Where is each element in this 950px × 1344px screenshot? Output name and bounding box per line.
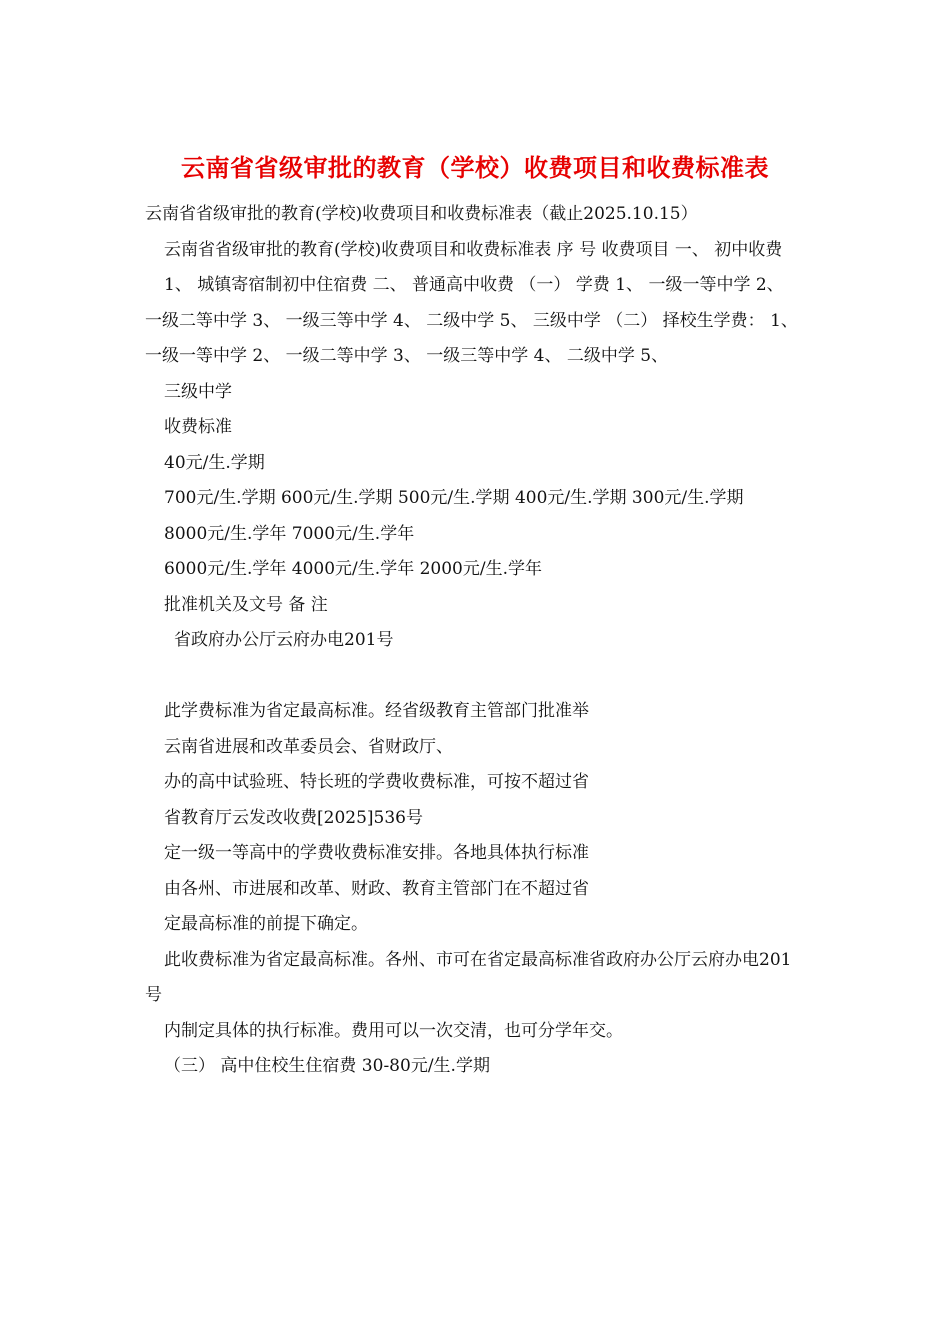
paragraph-note-4: 省教育厅云发改收费[2025]536号 [164,807,423,828]
paragraph-subtitle: 云南省省级审批的教育(学校)收费项目和收费标准表（截止2025.10.15） [145,204,698,224]
paragraph-approval-heading: 批准机关及文号 备 注 [164,594,328,615]
paragraph-approval-doc-1: 省政府办公厅云府办电201号 [174,630,394,650]
paragraph-dorm-fee: 40元/生.学期 [164,452,265,473]
paragraph-third-grade-school: 三级中学 [164,381,232,402]
document-body [145,197,805,1085]
paragraph-note-6: 由各州、市进展和改革、财政、教育主管部门在不超过省 [164,878,589,899]
paragraph-fee-items: 1、 城镇寄宿制初中住宿费 二、 普通高中收费 （一） 学费 1、 一级一等中学 2、 一级二等中学 3、 一级三等中学 4、 二级中学 5、 三级中学 （二） 择校生学费： 1、 一级一等中学 2、 一级二等中学 3、 一级三等中学 4、 二级中学 5、 [145,275,798,366]
spacer [145,659,805,695]
paragraph-note-7: 定最高标准的前提下确定。 [164,914,368,934]
paragraph-note-5: 定一级一等高中的学费收费标准安排。各地具体执行标准 [164,843,589,863]
paragraph-note-8: 此收费标准为省定最高标准。各州、市可在省定最高标准省政府办公厅云府办电201号 [145,949,792,1005]
paragraph-note-9: 内制定具体的执行标准。费用可以一次交清，也可分学年交。 [164,1020,623,1041]
paragraph-note-1: 此学费标准为省定最高标准。经省级教育主管部门批准举 [164,701,589,721]
paragraph-school-choice-fees-2: 6000元/生.学年 4000元/生.学年 2000元/生.学年 [164,559,542,579]
paragraph-table-header: 云南省省级审批的教育(学校)收费项目和收费标准表 序 号 收费项目 一、 初中收费 [164,239,783,260]
paragraph-dorm-fee-high-school: （三） 高中住校生住宿费 30-80元/生.学期 [164,1056,490,1076]
paragraph-fee-standard-heading: 收费标准 [164,417,232,437]
document-title: 云南省省级审批的教育（学校）收费项目和收费标准表 [181,153,769,182]
paragraph-school-choice-fees-1: 8000元/生.学年 7000元/生.学年 [164,523,415,544]
paragraph-note-2: 云南省进展和改革委员会、省财政厅、 [164,736,453,757]
paragraph-tuition-fees: 700元/生.学期 600元/生.学期 500元/生.学期 400元/生.学期 300元/生.学期 [164,488,744,508]
paragraph-note-3: 办的高中试验班、特长班的学费收费标准，可按不超过省 [164,772,589,792]
